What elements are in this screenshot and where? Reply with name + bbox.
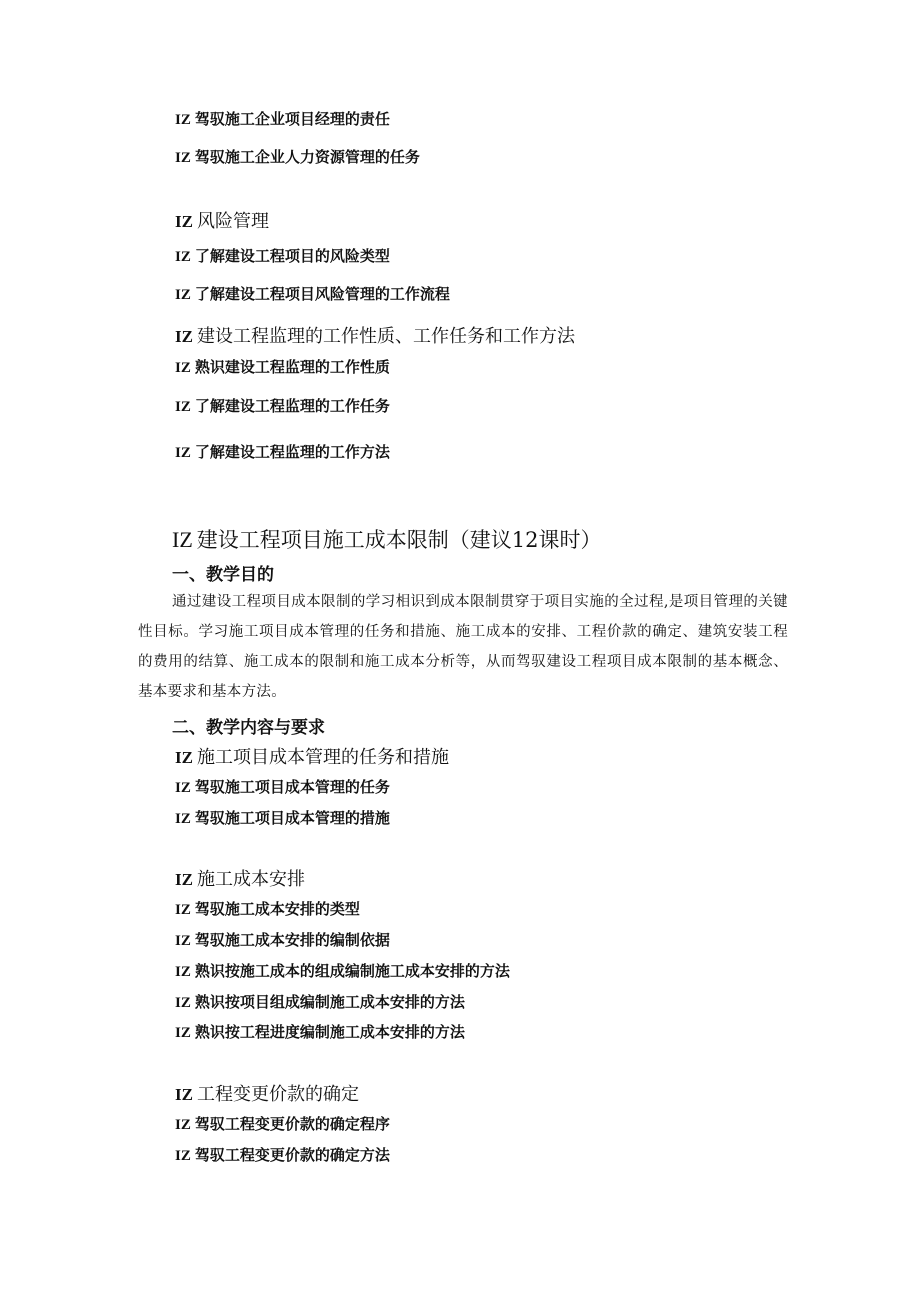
item-text: 熟识建设工程监理的工作性质: [194, 358, 390, 376]
outline-item: [175, 395, 390, 416]
item-prefix: IZ: [175, 445, 191, 461]
item-prefix: IZ: [175, 287, 191, 303]
item-text: 驾驭工程变更价款的确定程序: [194, 1115, 390, 1133]
item-text: 驾驭施工企业人力资源管理的任务: [194, 148, 420, 166]
outline-item: [175, 245, 390, 266]
item-prefix: IZ: [175, 933, 191, 949]
item-prefix: IZ: [175, 150, 191, 166]
item-text: 熟识按施工成本的组成编制施工成本安排的方法: [194, 962, 510, 980]
item-text: 了解建设工程监理的工作任务: [194, 397, 390, 415]
item-prefix: IZ: [175, 780, 191, 796]
item-text: 熟识按项目组成编制施工成本安排的方法: [194, 993, 465, 1011]
chapter-title: [172, 524, 602, 554]
outline-item: [175, 929, 390, 950]
item-text: 了解建设工程项目的风险类型: [194, 247, 390, 265]
item-prefix: IZ: [175, 399, 191, 415]
item-text: 施工项目成本管理的任务和措施: [196, 747, 449, 768]
item-text: 施工成本安排: [196, 869, 305, 890]
item-text: 了解建设工程项目风险管理的工作流程: [194, 285, 450, 303]
item-prefix: IZ: [175, 964, 191, 980]
item-text: 驾驭施工成本安排的类型: [194, 900, 360, 918]
item-prefix: IZ: [175, 327, 193, 346]
item-prefix: IZ: [175, 748, 193, 767]
section-heading: [175, 207, 269, 233]
outline-item: [175, 356, 390, 377]
teaching-content-heading: 二、教学内容与要求: [172, 718, 325, 738]
item-text: 了解建设工程监理的工作方法: [194, 443, 390, 461]
outline-item: [175, 283, 450, 304]
outline-item: [175, 960, 510, 981]
item-prefix: IZ: [175, 212, 193, 231]
item-text: 熟识按工程进度编制施工成本安排的方法: [194, 1023, 465, 1041]
item-prefix: IZ: [175, 811, 191, 827]
item-text: 驾驭工程变更价款的确定方法: [194, 1146, 390, 1164]
item-prefix: IZ: [172, 527, 193, 552]
outline-item: [175, 108, 390, 129]
section-heading: [175, 865, 305, 891]
section-heading: [175, 322, 575, 348]
outline-item: [175, 441, 390, 462]
item-prefix: IZ: [175, 249, 191, 265]
teaching-purpose-heading: 一、教学目的: [172, 565, 274, 585]
item-prefix: IZ: [175, 1085, 193, 1104]
item-prefix: IZ: [175, 902, 191, 918]
item-text: 建设工程项目施工成本限制（建议12课时）: [196, 528, 602, 552]
outline-item: [175, 898, 360, 919]
item-text: 驾驭施工项目成本管理的措施: [194, 809, 390, 827]
outline-item: [175, 1021, 465, 1042]
outline-item: [175, 807, 390, 828]
item-text: 建设工程监理的工作性质、工作任务和工作方法: [196, 326, 575, 347]
item-prefix: IZ: [175, 360, 191, 376]
item-text: 工程变更价款的确定: [196, 1084, 359, 1105]
outline-item: [175, 776, 390, 797]
outline-item: [175, 1113, 390, 1134]
purpose-paragraph: 通过建设工程项目成本限制的学习相识到成本限制贯穿于项目实施的全过程,是项目管理的关键性目标。学习施工项目成本管理的任务和措施、施工成本的安排、工程价款的确定、建筑安装工程的费用的结算、施工成本的限制和施工成本分析等，从而驾驭建设工程项目成本限制的基本概念、基本要求和基本方法。: [138, 594, 788, 700]
outline-item: [175, 991, 465, 1012]
outline-item: [175, 1144, 390, 1165]
item-prefix: IZ: [175, 870, 193, 889]
section-heading: [175, 743, 449, 769]
item-prefix: IZ: [175, 112, 191, 128]
item-prefix: IZ: [175, 1025, 191, 1041]
item-text: 风险管理: [196, 211, 269, 232]
item-prefix: IZ: [175, 995, 191, 1011]
section-heading: [175, 1080, 359, 1106]
item-prefix: IZ: [175, 1117, 191, 1133]
item-text: 驾驭施工项目成本管理的任务: [194, 778, 390, 796]
outline-item: [175, 146, 420, 167]
item-text: 驾驭施工成本安排的编制依据: [194, 931, 390, 949]
item-prefix: IZ: [175, 1148, 191, 1164]
item-text: 驾驭施工企业项目经理的责任: [194, 110, 390, 128]
